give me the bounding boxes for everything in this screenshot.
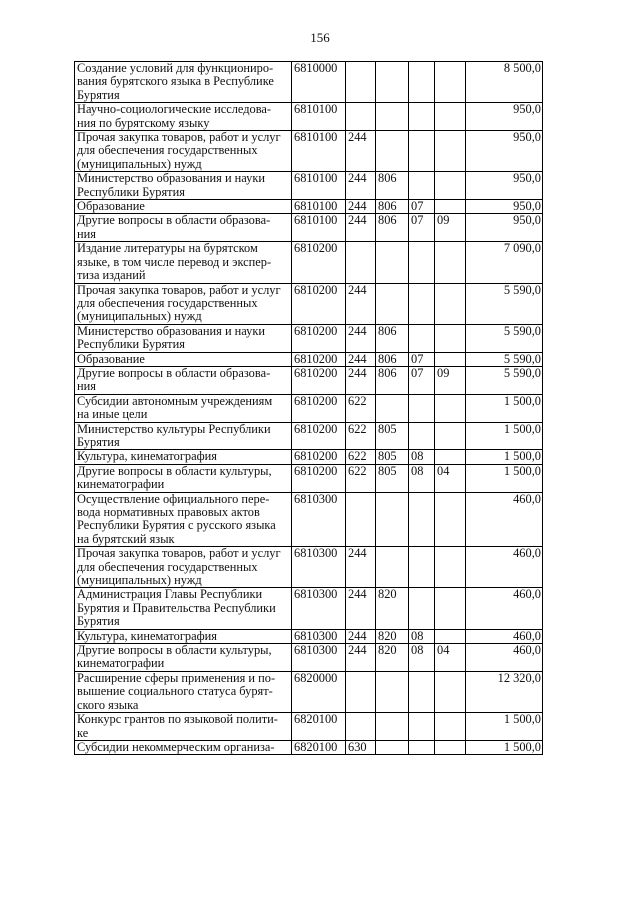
cell-expense-type: 244 — [346, 200, 376, 214]
cell-expense-type: 244 — [346, 283, 376, 324]
cell-subsection — [435, 62, 466, 103]
cell-section — [409, 547, 435, 588]
cell-amount: 1 500,0 — [466, 740, 543, 754]
cell-expense-type: 244 — [346, 644, 376, 672]
cell-section — [409, 131, 435, 172]
cell-name: Создание условий для функциониро- вания бурятского языка в Республике Бурятия — [75, 62, 292, 103]
cell-name: Культура, кинематография — [75, 629, 292, 643]
cell-name: Субсидии некоммерческим организа- — [75, 740, 292, 754]
cell-expense-type: 622 — [346, 450, 376, 464]
cell-section — [409, 62, 435, 103]
cell-expense-type: 244 — [346, 172, 376, 200]
cell-target-article: 6810200 — [292, 324, 346, 352]
cell-section: 07 — [409, 352, 435, 366]
cell-amount: 7 090,0 — [466, 242, 543, 283]
cell-ministry-code — [376, 394, 409, 422]
cell-subsection — [435, 629, 466, 643]
table-row — [75, 172, 543, 200]
cell-section — [409, 172, 435, 200]
cell-amount: 460,0 — [466, 588, 543, 629]
cell-target-article: 6810300 — [292, 588, 346, 629]
cell-target-article: 6820100 — [292, 713, 346, 741]
table-row — [75, 450, 543, 464]
table-row — [75, 200, 543, 214]
cell-name: Министерство культуры Республики Бурятия — [75, 422, 292, 450]
cell-name: Конкурс грантов по языковой полити- ке — [75, 713, 292, 741]
cell-amount: 950,0 — [466, 200, 543, 214]
table-row — [75, 464, 543, 492]
cell-name: Другие вопросы в области культуры, кинематографии — [75, 464, 292, 492]
cell-ministry-code — [376, 547, 409, 588]
cell-expense-type: 630 — [346, 740, 376, 754]
cell-section — [409, 394, 435, 422]
cell-name: Образование — [75, 352, 292, 366]
cell-target-article: 6820000 — [292, 671, 346, 712]
page-number: 156 — [310, 30, 330, 45]
cell-name: Образование — [75, 200, 292, 214]
table-row — [75, 103, 543, 131]
cell-ministry-code: 806 — [376, 324, 409, 352]
cell-subsection — [435, 547, 466, 588]
cell-amount: 1 500,0 — [466, 394, 543, 422]
cell-target-article: 6810300 — [292, 644, 346, 672]
cell-section: 07 — [409, 214, 435, 242]
cell-section — [409, 242, 435, 283]
cell-amount: 950,0 — [466, 103, 543, 131]
table-row — [75, 422, 543, 450]
cell-ministry-code: 806 — [376, 200, 409, 214]
cell-target-article: 6810300 — [292, 492, 346, 547]
cell-amount: 460,0 — [466, 547, 543, 588]
cell-target-article: 6810100 — [292, 103, 346, 131]
cell-amount: 12 320,0 — [466, 671, 543, 712]
cell-expense-type: 244 — [346, 629, 376, 643]
cell-name: Прочая закупка товаров, работ и услуг для обеспечения государственных (муниципальных) нужд — [75, 283, 292, 324]
cell-subsection: 09 — [435, 366, 466, 394]
cell-ministry-code: 820 — [376, 644, 409, 672]
cell-amount: 950,0 — [466, 214, 543, 242]
table-row — [75, 492, 543, 547]
cell-amount: 1 500,0 — [466, 464, 543, 492]
cell-subsection — [435, 283, 466, 324]
cell-amount: 460,0 — [466, 644, 543, 672]
cell-subsection — [435, 352, 466, 366]
cell-name: Осуществление официального пере- вода нормативных правовых актов Республики Бурятия с русского языка на бурятский язык — [75, 492, 292, 547]
cell-ministry-code: 806 — [376, 352, 409, 366]
cell-target-article: 6810200 — [292, 422, 346, 450]
cell-amount: 5 590,0 — [466, 283, 543, 324]
table-row — [75, 644, 543, 672]
cell-section: 07 — [409, 200, 435, 214]
cell-amount: 5 590,0 — [466, 324, 543, 352]
cell-amount: 950,0 — [466, 131, 543, 172]
cell-subsection — [435, 131, 466, 172]
table-row — [75, 547, 543, 588]
cell-subsection — [435, 422, 466, 450]
cell-ministry-code: 820 — [376, 588, 409, 629]
table-row — [75, 324, 543, 352]
table-row — [75, 713, 543, 741]
cell-ministry-code — [376, 131, 409, 172]
cell-section: 08 — [409, 629, 435, 643]
cell-subsection: 04 — [435, 644, 466, 672]
cell-subsection: 09 — [435, 214, 466, 242]
cell-section: 07 — [409, 366, 435, 394]
cell-expense-type — [346, 103, 376, 131]
cell-subsection — [435, 450, 466, 464]
cell-ministry-code — [376, 671, 409, 712]
cell-amount: 460,0 — [466, 492, 543, 547]
cell-name: Расширение сферы применения и по- вышение социального статуса бурят- ского языка — [75, 671, 292, 712]
table-row — [75, 242, 543, 283]
cell-expense-type: 244 — [346, 547, 376, 588]
cell-amount: 1 500,0 — [466, 450, 543, 464]
cell-subsection — [435, 492, 466, 547]
table-row — [75, 588, 543, 629]
cell-expense-type: 244 — [346, 324, 376, 352]
cell-expense-type — [346, 713, 376, 741]
cell-ministry-code: 806 — [376, 214, 409, 242]
cell-expense-type — [346, 671, 376, 712]
cell-section: 08 — [409, 464, 435, 492]
cell-name: Министерство образования и науки Республики Бурятия — [75, 172, 292, 200]
cell-ministry-code — [376, 283, 409, 324]
cell-target-article: 6820100 — [292, 740, 346, 754]
cell-target-article: 6810100 — [292, 172, 346, 200]
cell-expense-type: 244 — [346, 214, 376, 242]
cell-ministry-code — [376, 713, 409, 741]
cell-target-article: 6810200 — [292, 464, 346, 492]
cell-ministry-code: 805 — [376, 450, 409, 464]
cell-ministry-code — [376, 242, 409, 283]
cell-subsection — [435, 103, 466, 131]
cell-name: Другие вопросы в области образова- ния — [75, 366, 292, 394]
table-row — [75, 283, 543, 324]
cell-expense-type — [346, 62, 376, 103]
cell-expense-type: 244 — [346, 366, 376, 394]
table-row — [75, 394, 543, 422]
cell-subsection — [435, 242, 466, 283]
cell-section: 08 — [409, 450, 435, 464]
cell-ministry-code: 806 — [376, 172, 409, 200]
cell-expense-type — [346, 492, 376, 547]
cell-section: 08 — [409, 644, 435, 672]
cell-amount: 950,0 — [466, 172, 543, 200]
cell-expense-type: 622 — [346, 394, 376, 422]
cell-name: Министерство образования и науки Республики Бурятия — [75, 324, 292, 352]
cell-amount: 460,0 — [466, 629, 543, 643]
cell-subsection — [435, 740, 466, 754]
cell-name: Субсидии автономным учреждениям на иные цели — [75, 394, 292, 422]
cell-amount: 1 500,0 — [466, 713, 543, 741]
cell-target-article: 6810200 — [292, 352, 346, 366]
cell-target-article: 6810000 — [292, 62, 346, 103]
cell-amount: 1 500,0 — [466, 422, 543, 450]
cell-name: Издание литературы на бурятском языке, в том числе перевод и экспер- тиза изданий — [75, 242, 292, 283]
cell-ministry-code — [376, 62, 409, 103]
cell-target-article: 6810300 — [292, 547, 346, 588]
cell-amount: 5 590,0 — [466, 366, 543, 394]
cell-name: Научно-социологические исследова- ния по бурятскому языку — [75, 103, 292, 131]
cell-section — [409, 103, 435, 131]
cell-target-article: 6810200 — [292, 283, 346, 324]
cell-subsection: 04 — [435, 464, 466, 492]
cell-subsection — [435, 200, 466, 214]
cell-section — [409, 422, 435, 450]
cell-subsection — [435, 671, 466, 712]
cell-ministry-code — [376, 103, 409, 131]
table-row — [75, 214, 543, 242]
cell-subsection — [435, 713, 466, 741]
cell-section — [409, 324, 435, 352]
table-row — [75, 131, 543, 172]
cell-subsection — [435, 324, 466, 352]
budget-table — [74, 61, 543, 755]
cell-section — [409, 671, 435, 712]
cell-expense-type: 244 — [346, 352, 376, 366]
table-row — [75, 740, 543, 754]
table-row — [75, 62, 543, 103]
cell-name: Культура, кинематография — [75, 450, 292, 464]
cell-name: Другие вопросы в области образова- ния — [75, 214, 292, 242]
cell-subsection — [435, 172, 466, 200]
cell-ministry-code: 805 — [376, 422, 409, 450]
cell-name: Другие вопросы в области культуры, кинематографии — [75, 644, 292, 672]
cell-section — [409, 283, 435, 324]
cell-section — [409, 588, 435, 629]
cell-target-article: 6810200 — [292, 394, 346, 422]
cell-amount: 5 590,0 — [466, 352, 543, 366]
cell-expense-type — [346, 242, 376, 283]
cell-section — [409, 492, 435, 547]
cell-ministry-code — [376, 740, 409, 754]
cell-expense-type: 622 — [346, 464, 376, 492]
table-row — [75, 366, 543, 394]
table-row — [75, 671, 543, 712]
table-row — [75, 629, 543, 643]
cell-name: Администрация Главы Республики Бурятия и Правительства Республики Бурятия — [75, 588, 292, 629]
cell-amount: 8 500,0 — [466, 62, 543, 103]
cell-target-article: 6810100 — [292, 214, 346, 242]
cell-target-article: 6810300 — [292, 629, 346, 643]
cell-section — [409, 740, 435, 754]
cell-expense-type: 244 — [346, 131, 376, 172]
cell-target-article: 6810200 — [292, 450, 346, 464]
cell-ministry-code: 805 — [376, 464, 409, 492]
cell-target-article: 6810100 — [292, 200, 346, 214]
table-row — [75, 352, 543, 366]
cell-target-article: 6810100 — [292, 131, 346, 172]
cell-ministry-code: 806 — [376, 366, 409, 394]
cell-section — [409, 713, 435, 741]
cell-name: Прочая закупка товаров, работ и услуг для обеспечения государственных (муниципальных) нужд — [75, 131, 292, 172]
cell-name: Прочая закупка товаров, работ и услуг для обеспечения государственных (муниципальных) нужд — [75, 547, 292, 588]
cell-subsection — [435, 588, 466, 629]
budget-table-body — [75, 62, 543, 755]
cell-target-article: 6810200 — [292, 366, 346, 394]
cell-subsection — [435, 394, 466, 422]
cell-expense-type: 622 — [346, 422, 376, 450]
cell-expense-type: 244 — [346, 588, 376, 629]
cell-ministry-code: 820 — [376, 629, 409, 643]
cell-ministry-code — [376, 492, 409, 547]
cell-target-article: 6810200 — [292, 242, 346, 283]
